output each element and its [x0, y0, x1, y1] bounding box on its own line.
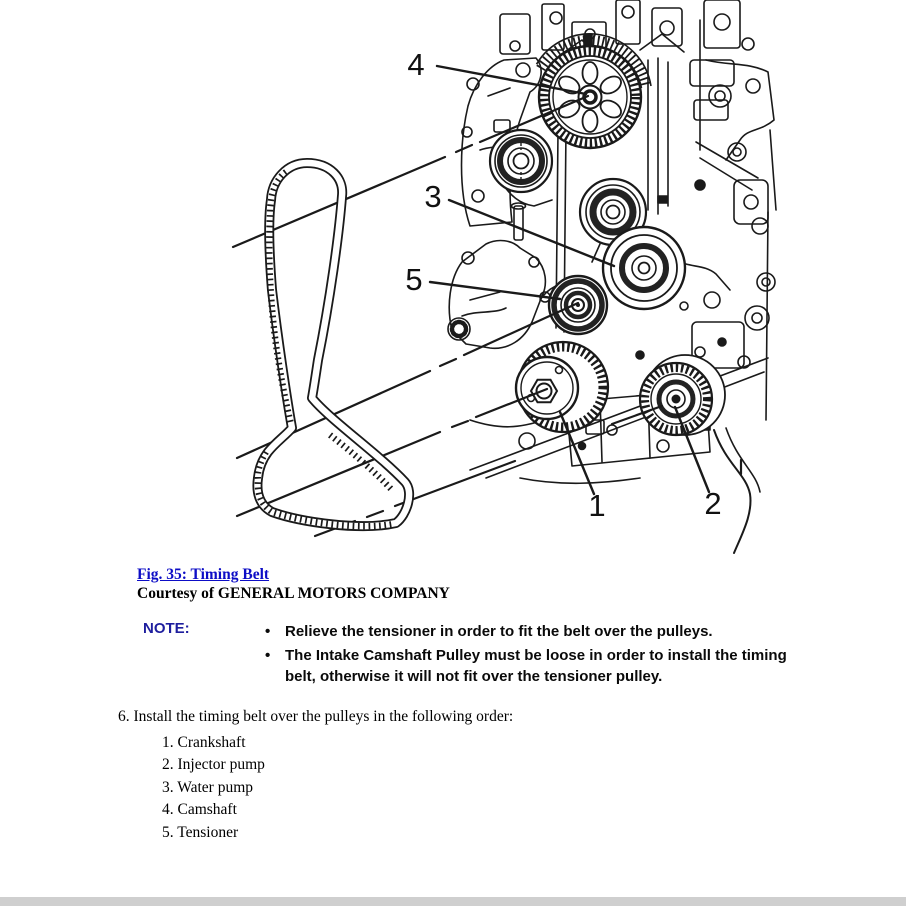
figure-courtesy: Courtesy of GENERAL MOTORS COMPANY	[137, 584, 450, 602]
substep: 4. Camshaft	[162, 801, 237, 819]
callout-injector-pump: 2	[704, 486, 722, 521]
callout-water-pump: 3	[424, 179, 442, 214]
substep: 1. Crankshaft	[162, 734, 246, 751]
timing-belt	[257, 163, 409, 526]
belt-core	[257, 163, 409, 526]
camshaft-pulley	[537, 34, 652, 148]
figure-caption	[137, 566, 450, 603]
note-bullet: • Relieve the tensioner in order to fit the belt over the pulleys.	[263, 621, 819, 642]
callout-tensioner: 5	[405, 262, 423, 297]
substep: 3. Water pump	[162, 778, 254, 796]
callout-camshaft: 4	[407, 47, 425, 82]
substep: 5. Tensioner	[162, 823, 239, 841]
note-bullet-list	[263, 621, 819, 690]
bottom-page-edge-bar	[0, 897, 906, 906]
substep-list	[118, 732, 513, 844]
tensioner-pulley	[549, 276, 607, 334]
figure-caption-link[interactable]: Fig. 35: Timing Belt	[137, 566, 270, 583]
water-pump-pulley	[603, 227, 685, 309]
instructions	[118, 707, 513, 844]
idler-pulley-upper	[490, 130, 552, 192]
note-label: NOTE:	[143, 620, 190, 637]
note-bullet: • The Intake Camshaft Pulley must be loose in order to install the timing belt, otherwise it will not fit over the tensioner pulley.	[263, 645, 819, 687]
substep: 2. Injector pump	[162, 756, 265, 774]
callout-crankshaft: 1	[588, 488, 606, 523]
step-text: 6. Install the timing belt over the pulleys in the following order:	[118, 708, 514, 725]
